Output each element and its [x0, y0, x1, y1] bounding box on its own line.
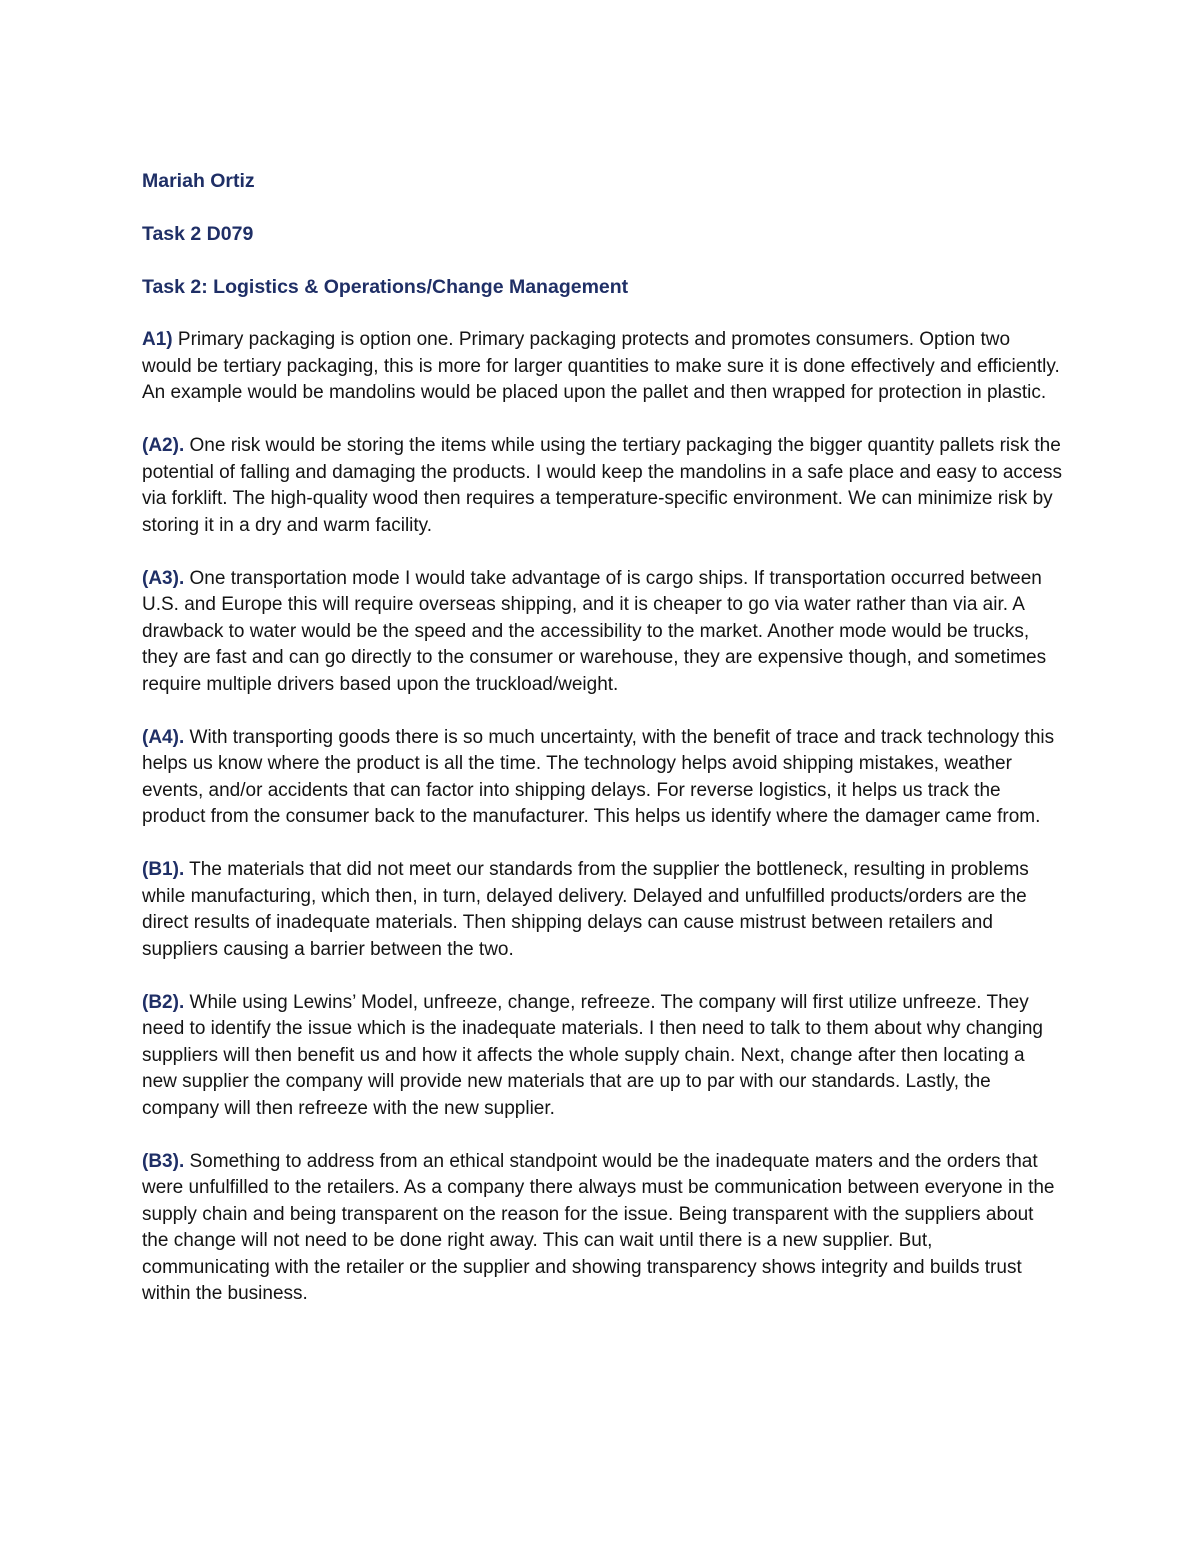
section-text: Primary packaging is option one. Primary packaging protects and promotes consumers. Option two would be tertiary packaging, this is more for larger quantities to make sure it is done effectively and efficiently. An example would be mandolins would be placed upon the pallet and then wrapped for protection in plastic.: [142, 329, 1060, 403]
section-label: (B2).: [142, 991, 185, 1013]
section-label: (B3).: [142, 1150, 185, 1172]
section-a4: [142, 725, 1062, 831]
document-page: [142, 168, 1062, 1334]
section-label: (A3).: [142, 567, 185, 589]
author-name: Mariah Ortiz: [142, 170, 255, 192]
document-title: Task 2: Logistics & Operations/Change Management: [142, 276, 629, 298]
section-text: The materials that did not meet our standards from the supplier the bottleneck, resulting in problems while manufacturing, which then, in turn, delayed delivery. Delayed and unfulfilled products/orders are the direct results of inadequate materials. Then shipping delays can cause mistrust between retailers and suppliers causing a barrier between the two.: [142, 859, 1029, 960]
section-b1: [142, 857, 1062, 963]
section-b2: [142, 990, 1062, 1123]
section-label: (A2).: [142, 435, 185, 456]
section-text: One transportation mode I would take advantage of is cargo ships. If transportation occurred between U.S. and Europe this will require overseas shipping, and it is cheaper to go via water rather than via air. A drawback to water would be the speed and the accessibility to the market. Another mode would be trucks, they are fast and can go directly to the consumer or warehouse, they are expensive though, and sometimes require multiple drivers based upon the truckload/weight.: [142, 567, 1047, 695]
section-b3: [142, 1149, 1062, 1308]
section-text: With transporting goods there is so much uncertainty, with the benefit of trace and track technology this helps us know where the product is all the time. The technology helps avoid shipping mistakes, weather events, and/or accidents that can factor into shipping delays. For reverse logistics, it helps us track the product from the consumer back to the manufacturer. This helps us identify where the damager came from.: [142, 726, 1055, 827]
section-text: While using Lewins’ Model, unfreeze, change, refreeze. The company will first utilize unfreeze. They need to identify the issue which is the inadequate materials. I then need to talk to them about why changing suppliers will then benefit us and how it affects the whole supply chain. Next, change after then locating a new supplier the company will provide new materials that are up to par with our standards. Lastly, the company will then refreeze with the new supplier.: [142, 991, 1043, 1119]
section-label: (B1).: [142, 859, 185, 880]
section-text: One risk would be storing the items while using the tertiary packaging the bigger quantity pallets risk the potential of falling and damaging the products. I would keep the mandolins in a safe place and easy to access via forklift. The high-quality wood then requires a temperature-specific environment. We can minimize risk by storing it in a dry and warm facility.: [142, 435, 1062, 536]
section-label: (A4).: [142, 726, 185, 748]
section-text: Something to address from an ethical standpoint would be the inadequate maters and the orders that were unfulfilled to the retailers. As a company there always must be communication between everyone in the supply chain and being transparent on the reason for the issue. Being transparent with the suppliers about the change will not need to be done right away. This can wait until there is a new supplier. But, communicating with the retailer or the supplier and showing transparency shows integrity and builds trust within the business.: [142, 1150, 1055, 1304]
section-label: A1): [142, 329, 173, 350]
section-a1: [142, 327, 1062, 407]
section-a2: [142, 433, 1062, 539]
section-a3: [142, 566, 1062, 699]
course-code: Task 2 D079: [142, 223, 254, 245]
